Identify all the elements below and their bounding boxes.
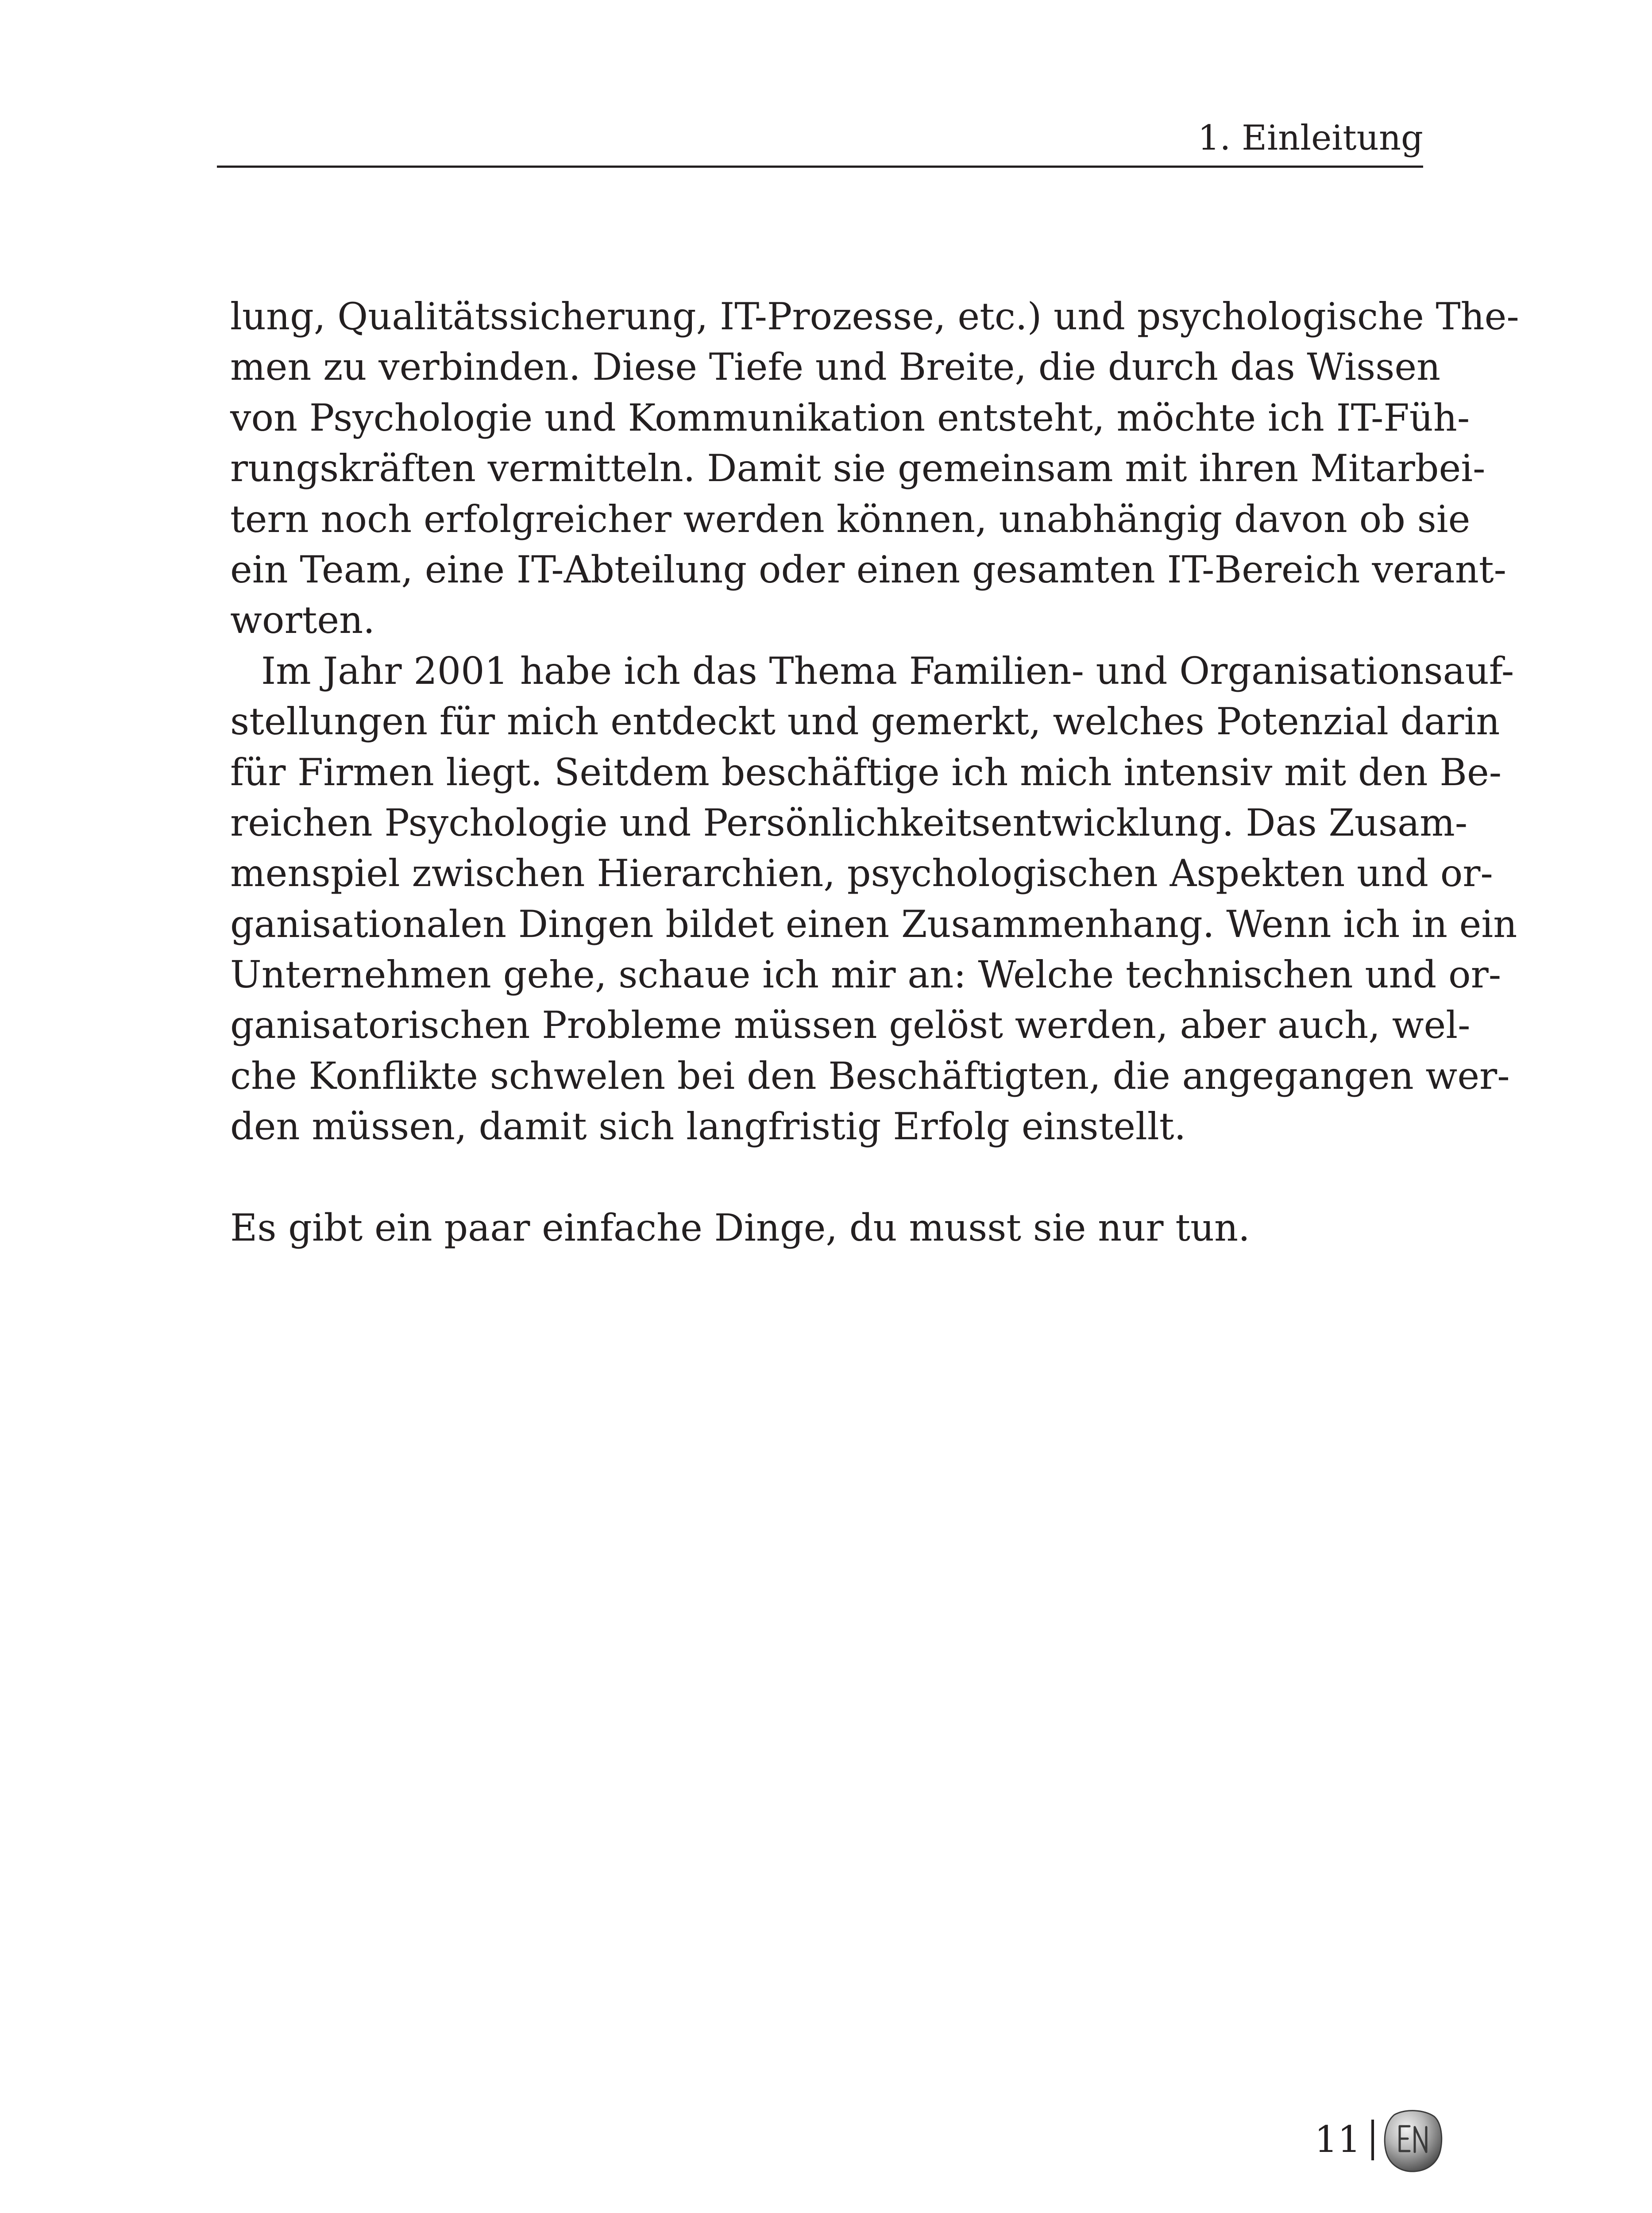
text-line: stellungen für mich entdeckt und gemerkt, welches Potenzial darin <box>230 700 1500 744</box>
text-line: tern noch erfolgreicher werden können, unabhängig davon ob sie <box>230 497 1471 541</box>
text-line: men zu verbinden. Diese Tiefe und Breite, die durch das Wissen <box>230 345 1441 389</box>
footer-separator <box>1371 2120 1374 2160</box>
text-line: reichen Psychologie und Persönlichkeitsentwicklung. Das Zusam- <box>230 801 1468 844</box>
text-line: rungskräften vermitteln. Damit sie gemeinsam mit ihren Mitarbei- <box>230 447 1486 490</box>
text-line: worten. <box>230 598 375 642</box>
text-line: Es gibt ein paar einfache Dinge, du musst sie nur tun. <box>230 1206 1250 1250</box>
running-head <box>217 116 1423 169</box>
page-footer <box>1315 2100 1444 2180</box>
text-line: Unternehmen gehe, schaue ich mir an: Welche technischen und or- <box>230 953 1501 997</box>
text-line: lung, Qualitätssicherung, IT-Prozesse, etc.) und psychologische The- <box>230 295 1519 338</box>
paragraph-1 <box>230 291 1519 646</box>
text-line: für Firmen liegt. Seitdem beschäftige ich mich intensiv mit den Be- <box>230 750 1502 794</box>
stone-logo-icon <box>1382 2107 1444 2173</box>
paragraph-3 <box>230 1203 1423 1253</box>
paragraph-2 <box>230 646 1517 1152</box>
page-number: 11 <box>1314 2119 1361 2161</box>
body-text <box>230 291 1519 1253</box>
text-line: den müssen, damit sich langfristig Erfolg einstellt. <box>230 1105 1186 1149</box>
text-line: ein Team, eine IT-Abteilung oder einen gesamten IT-Bereich verant- <box>230 547 1506 591</box>
paragraph-gap <box>230 1152 1423 1203</box>
text-line: ganisationalen Dingen bildet einen Zusammenhang. Wenn ich in ein <box>230 902 1517 946</box>
header-rule <box>217 166 1423 168</box>
text-line: von Psychologie und Kommunikation entsteht, möchte ich IT-Füh- <box>230 396 1470 440</box>
text-line: che Konflikte schwelen bei den Beschäftigten, die angegangen wer- <box>230 1054 1510 1098</box>
text-line: ganisatorischen Probleme müssen gelöst werden, aber auch, wel- <box>230 1003 1471 1047</box>
text-line: menspiel zwischen Hierarchien, psychologischen Aspekten und or- <box>230 852 1493 895</box>
text-line: Im Jahr 2001 habe ich das Thema Familien- und Organisationsauf- <box>261 649 1514 693</box>
chapter-title: 1. Einleitung <box>1197 118 1423 158</box>
